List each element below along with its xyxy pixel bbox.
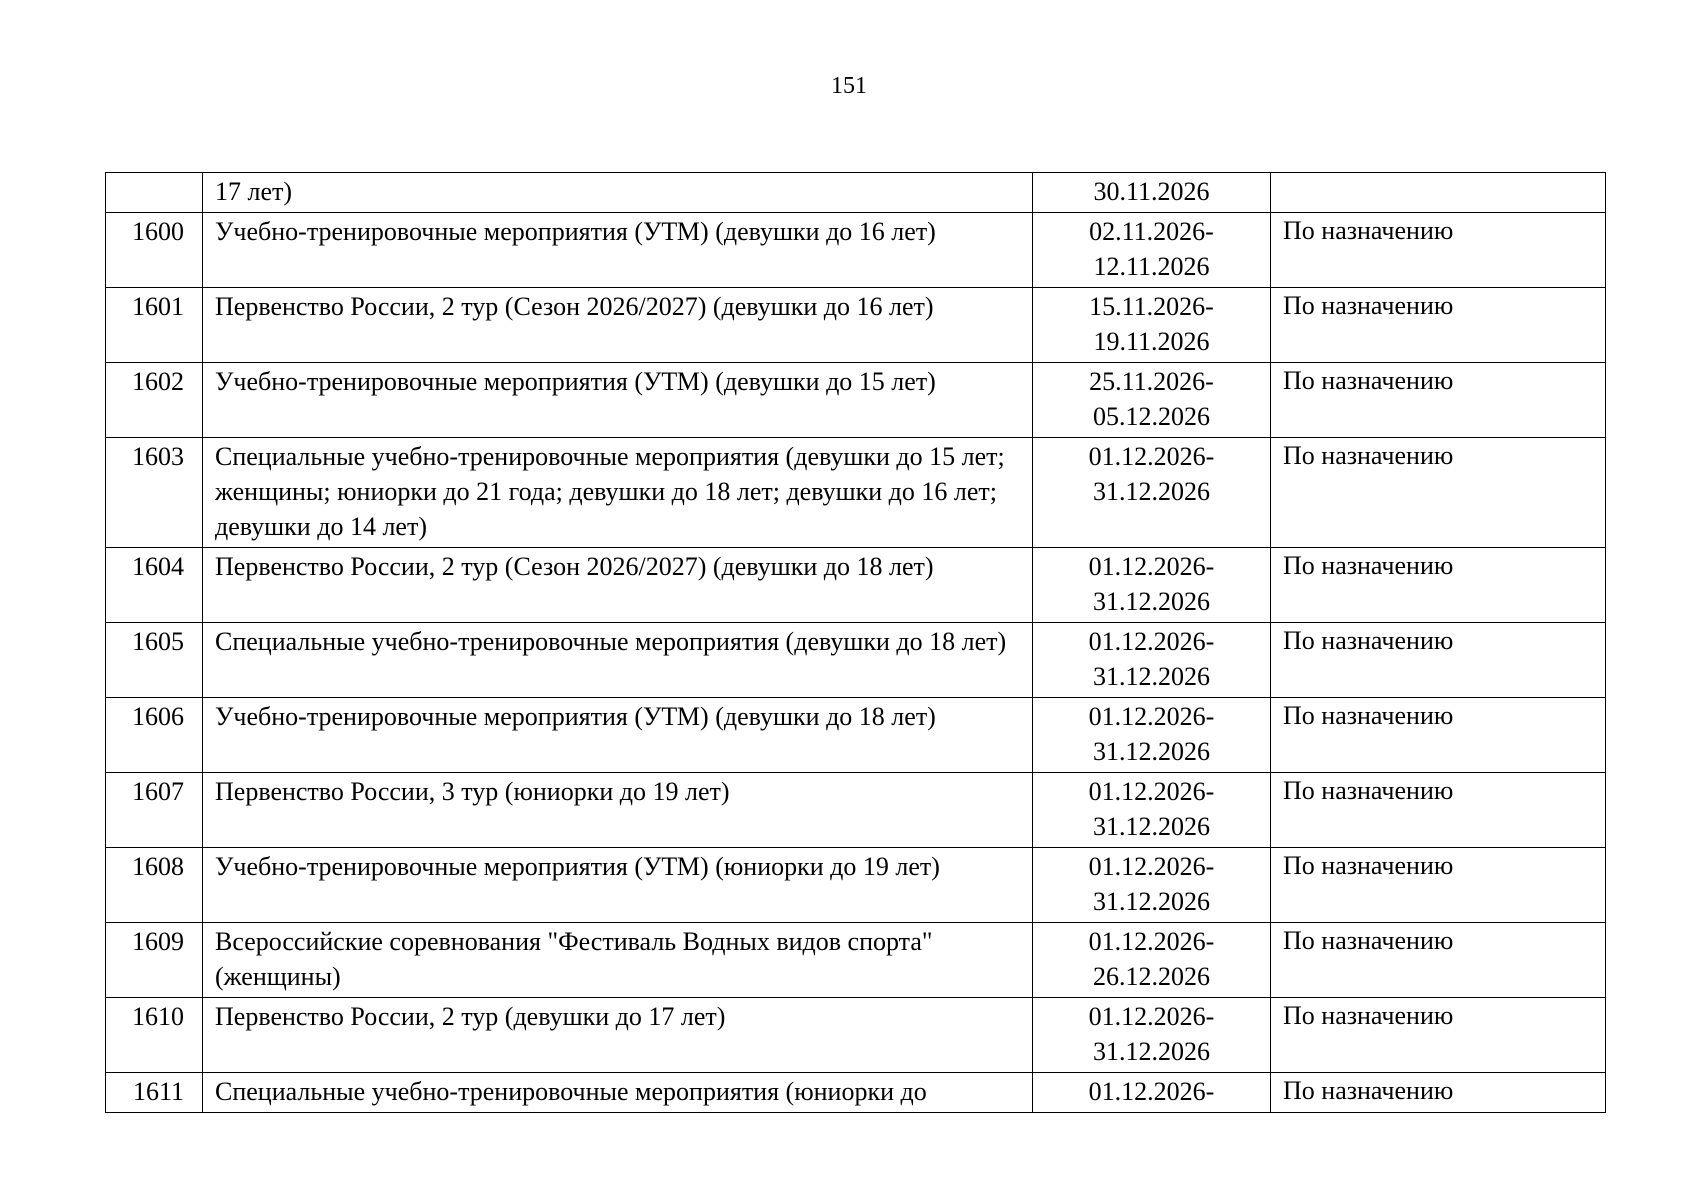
table-row — [106, 998, 1606, 1073]
event-place: По назначению — [1271, 923, 1606, 998]
event-place: По назначению — [1271, 548, 1606, 623]
date-to: 31.12.2026 — [1093, 477, 1210, 506]
table-row — [106, 438, 1606, 548]
event-place: По назначению — [1271, 998, 1606, 1073]
row-number: 1608 — [106, 848, 203, 923]
date-to: 12.11.2026 — [1093, 252, 1210, 281]
row-number: 1611 — [106, 1073, 203, 1113]
row-number: 1609 — [106, 923, 203, 998]
date-from: 01.12.2026- — [1088, 1002, 1215, 1031]
date-from: 01.12.2026- — [1088, 552, 1215, 581]
event-place: По назначению — [1271, 1073, 1606, 1113]
date-from: 01.12.2026- — [1088, 927, 1215, 956]
date-to: 31.12.2026 — [1093, 662, 1210, 691]
event-dates — [1033, 173, 1271, 213]
event-place: По назначению — [1271, 363, 1606, 438]
table-row — [106, 363, 1606, 438]
event-name: Первенство России, 2 тур (Сезон 2026/2027) (девушки до 16 лет) — [203, 288, 1033, 363]
table-row — [106, 773, 1606, 848]
event-name: Специальные учебно-тренировочные мероприятия (юниорки до — [203, 1073, 1033, 1113]
event-name: Всероссийские соревнования "Фестиваль Водных видов спорта" (женщины) — [203, 923, 1033, 998]
event-name: Учебно-тренировочные мероприятия (УТМ) (девушки до 18 лет) — [203, 698, 1033, 773]
date-from: 02.11.2026- — [1089, 217, 1214, 246]
page-number: 151 — [831, 73, 867, 99]
event-dates — [1033, 213, 1271, 288]
date-from: 01.12.2026- — [1088, 442, 1215, 471]
event-dates — [1033, 548, 1271, 623]
event-dates — [1033, 698, 1271, 773]
event-dates — [1033, 923, 1271, 998]
date-to: 31.12.2026 — [1093, 1037, 1210, 1066]
event-place: По назначению — [1271, 773, 1606, 848]
event-dates — [1033, 998, 1271, 1073]
row-number: 1606 — [106, 698, 203, 773]
row-number: 1600 — [106, 213, 203, 288]
table-row — [106, 173, 1606, 213]
row-number — [106, 173, 203, 213]
date-to: 19.11.2026 — [1093, 327, 1210, 356]
row-number: 1603 — [106, 438, 203, 548]
date-from: 01.12.2026- — [1088, 627, 1215, 656]
date-to: 31.12.2026 — [1093, 587, 1210, 616]
table-row — [106, 1073, 1606, 1113]
table-row — [106, 548, 1606, 623]
date-from: 01.12.2026- — [1088, 852, 1215, 881]
event-name: 17 лет) — [203, 173, 1033, 213]
table-row — [106, 698, 1606, 773]
date-to: 31.12.2026 — [1093, 737, 1210, 766]
event-place: По назначению — [1271, 848, 1606, 923]
event-name: Специальные учебно-тренировочные мероприятия (девушки до 15 лет; женщины; юниорки до 21 года; девушки до 18 лет; девушки до 16 лет; девушки до 14 лет) — [203, 438, 1033, 548]
event-place: По назначению — [1271, 698, 1606, 773]
event-dates — [1033, 363, 1271, 438]
date-from: 01.12.2026- — [1088, 702, 1215, 731]
date-to: 31.12.2026 — [1093, 887, 1210, 916]
event-name: Учебно-тренировочные мероприятия (УТМ) (юниорки до 19 лет) — [203, 848, 1033, 923]
event-name: Первенство России, 2 тур (Сезон 2026/2027) (девушки до 18 лет) — [203, 548, 1033, 623]
event-name: Первенство России, 2 тур (девушки до 17 лет) — [203, 998, 1033, 1073]
date-from: 01.12.2026- — [1088, 777, 1215, 806]
event-dates — [1033, 288, 1271, 363]
date-from: 30.11.2026 — [1093, 177, 1210, 206]
event-name: Специальные учебно-тренировочные мероприятия (девушки до 18 лет) — [203, 623, 1033, 698]
row-number: 1610 — [106, 998, 203, 1073]
table-row — [106, 288, 1606, 363]
table-row — [106, 923, 1606, 998]
event-place: По назначению — [1271, 623, 1606, 698]
row-number: 1602 — [106, 363, 203, 438]
row-number: 1605 — [106, 623, 203, 698]
row-number: 1604 — [106, 548, 203, 623]
row-number: 1601 — [106, 288, 203, 363]
date-from: 01.12.2026- — [1088, 1077, 1215, 1106]
event-name: Учебно-тренировочные мероприятия (УТМ) (девушки до 15 лет) — [203, 363, 1033, 438]
table-row — [106, 213, 1606, 288]
date-to: 05.12.2026 — [1093, 402, 1210, 431]
event-name: Первенство России, 3 тур (юниорки до 19 лет) — [203, 773, 1033, 848]
row-number: 1607 — [106, 773, 203, 848]
table-row — [106, 848, 1606, 923]
date-from: 15.11.2026- — [1089, 292, 1214, 321]
event-place: По назначению — [1271, 438, 1606, 548]
event-dates — [1033, 623, 1271, 698]
event-name: Учебно-тренировочные мероприятия (УТМ) (девушки до 16 лет) — [203, 213, 1033, 288]
date-from: 25.11.2026- — [1089, 367, 1214, 396]
event-dates — [1033, 848, 1271, 923]
event-place — [1271, 173, 1606, 213]
event-place: По назначению — [1271, 288, 1606, 363]
date-to: 31.12.2026 — [1093, 812, 1210, 841]
event-place: По назначению — [1271, 213, 1606, 288]
date-to: 26.12.2026 — [1093, 962, 1210, 991]
event-dates — [1033, 773, 1271, 848]
events-table — [105, 172, 1606, 1113]
event-dates — [1033, 1073, 1271, 1113]
table-row — [106, 623, 1606, 698]
event-dates — [1033, 438, 1271, 548]
